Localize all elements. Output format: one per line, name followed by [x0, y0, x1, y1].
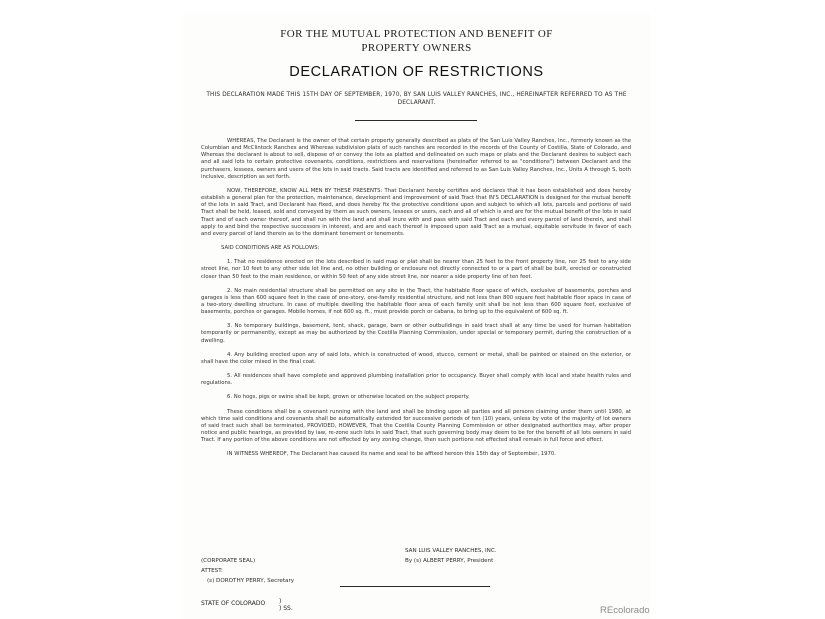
state-brace: ) ) SS.	[279, 598, 293, 612]
corporate-seal: (CORPORATE SEAL)	[201, 558, 256, 564]
header-line-2: PROPERTY OWNERS	[361, 42, 472, 54]
document-page	[183, 12, 650, 619]
secretary-signature: (s) DOROTHY PERRY, Secretary	[207, 578, 295, 585]
attest-label: ATTEST:	[201, 568, 223, 575]
paragraph: NOW, THEREFORE, KNOW ALL MEN BY THESE PRESENTS: That Declarant hereby certifies and declares that it has been established and does hereby establish a general plan for the protection, maintenance, development and improvement of said Tract that IN'S DECLARATION is designed for the mutual benefit of the lots in said Tract, and Declarant has fixed, and does hereby fix the protective conditions upon and subject to which all lots, parcels and portions of said Tract shall be held, leased, sold and conveyed by them as such owners, lessees or users, each and all of which is and are for the mutual benefit of the lots in said Tract and of each owner thereof, and shall run with the land and shall inure with and pass with said Tract and each and every parcel of land therein, and shall apply to and bind the respective successors in interest, and are and each thereof is imposed upon said Tract as a mutual, equitable servitude in favor of each and every parcel of land therein as to the dominant tenement or tenements.	[201, 187, 631, 237]
paragraph: 2. No main residential structure shall be permitted on any site in the Tract, the habitable floor space of which, exclusive of basements, porches and garages is less than 600 square feet in the case of one-story, one-family residential structure, and not less than 800 square feet habitable floor space in case of a two-story dwelling structure. In case of multiple dwelling the habitable floor area of each family unit shall be not less than 600 square feet, exclusive of basements, porches or garages. Mobile homes, if not 600 sq. ft., must provide porch or cabana, to bring up to the equivalent of 600 sq. ft.	[201, 287, 631, 316]
watermark-text: REcolorado	[600, 605, 650, 616]
declaration-made-line: THIS DECLARATION MADE THIS 15TH DAY OF SEPTEMBER, 1970, BY SAN LUIS VALLEY RANCHES, INC., HEREINAFTER REFERRED TO AS THE DECLARANT.	[206, 92, 627, 106]
title-rule	[355, 120, 477, 121]
state-line: STATE OF COLORADO	[201, 600, 266, 607]
paragraph: WHEREAS, The Declarant is the owner of that certain property generally described as plats of the San Luis Valley Ranches, Inc., formerly known as the Columbian and McClintock Ranches and Whereas subdivision plats of such ranches are recorded in the records of the County of Costilla, State of Colorado, and Whereas the declarant is about to sell, dispose of or convey the lots as platted and delineated on such maps or plats and the Declarant desires to subject each and all said lots to certain protective covenants, conditions, restrictions and reservations (hereinafter referred to as "conditions") between Declarant and the purchasers, lessees, owners and users of the lots in said tracts. Said tracts are identified and referred to as San Luis Valley Ranches, Inc., Units A through S, both inclusive, description as set forth.	[201, 138, 631, 180]
header-line-1: FOR THE MUTUAL PROTECTION AND BENEFIT OF	[280, 28, 553, 40]
paragraph: 1. That no residence erected on the lots described in said map or plat shall be nearer than 25 feet to the front property line, nor 25 feet to any side street line, nor 10 feet to any other side lot line and, no other building or enclosure not directly connected to or a part of shall be built, erected or constructed closer than 50 feet to the main residence, or within 50 feet of any side street line, nor nearer a side property line of ten feet.	[201, 259, 631, 280]
signature-block	[405, 548, 497, 565]
paragraph: IN WITNESS WHEREOF, The Declarant has caused its name and seal to be affixed hereon this 15th day of September, 1970.	[227, 451, 556, 458]
declaration-body	[201, 138, 631, 465]
paragraph: 5. All residences shall have complete and approved plumbing installation prior to occupancy. Buyer shall comply with local and state health rules and regulations.	[201, 373, 631, 387]
section-heading: SAID CONDITIONS ARE AS FOLLOWS:	[221, 245, 320, 252]
paragraph: 3. No temporary buildings, basement, tent, shack, garage, barn or other outbuildings in said tract shall at any time be used for human habitation temporarily or permanently, except as may be authorized by the Costilla Planning Commission, under special or temporary permit, during the construction of a dwelling.	[201, 323, 631, 344]
bottom-rule	[340, 586, 490, 587]
company-name: SAN LUIS VALLEY RANCHES, INC.	[405, 548, 497, 554]
document-title: DECLARATION OF RESTRICTIONS	[289, 64, 544, 80]
signed-by: By (s) ALBERT PERRY, President	[405, 558, 494, 565]
seal-block	[201, 558, 294, 586]
paragraph: 6. No hogs, pigs or swine shall be kept, grown or otherwise located on the subject property.	[227, 394, 470, 401]
paragraph: 4. Any building erected upon any of said lots, which is constructed of wood, stucco, cement or metal, shall be painted or stained on the exterior, or shall have the color mixed in the final coat.	[201, 351, 631, 365]
paragraph: These conditions shall be a covenant running with the land and shall be binding upon all parties and all persons claiming under them until 1980, at which time said conditions and covenants shall be automatically extended for successive periods of ten (10) years, unless by vote of the majority of lot owners of said tract such shall be terminated, PROVIDED, HOWEVER, That the Costilla County Planning Commission or other designated authorities may, after proper notice and public hearings, as provided by law, re-zone such lots in said Tract, that such governing body may deem to be for the benefit of all lots owners in said Tract. If any portion of the above conditions are not effected by any zoning change, then such portions not effected shall remain in full force and effect.	[201, 408, 631, 444]
ss-label: SS.	[283, 605, 293, 612]
